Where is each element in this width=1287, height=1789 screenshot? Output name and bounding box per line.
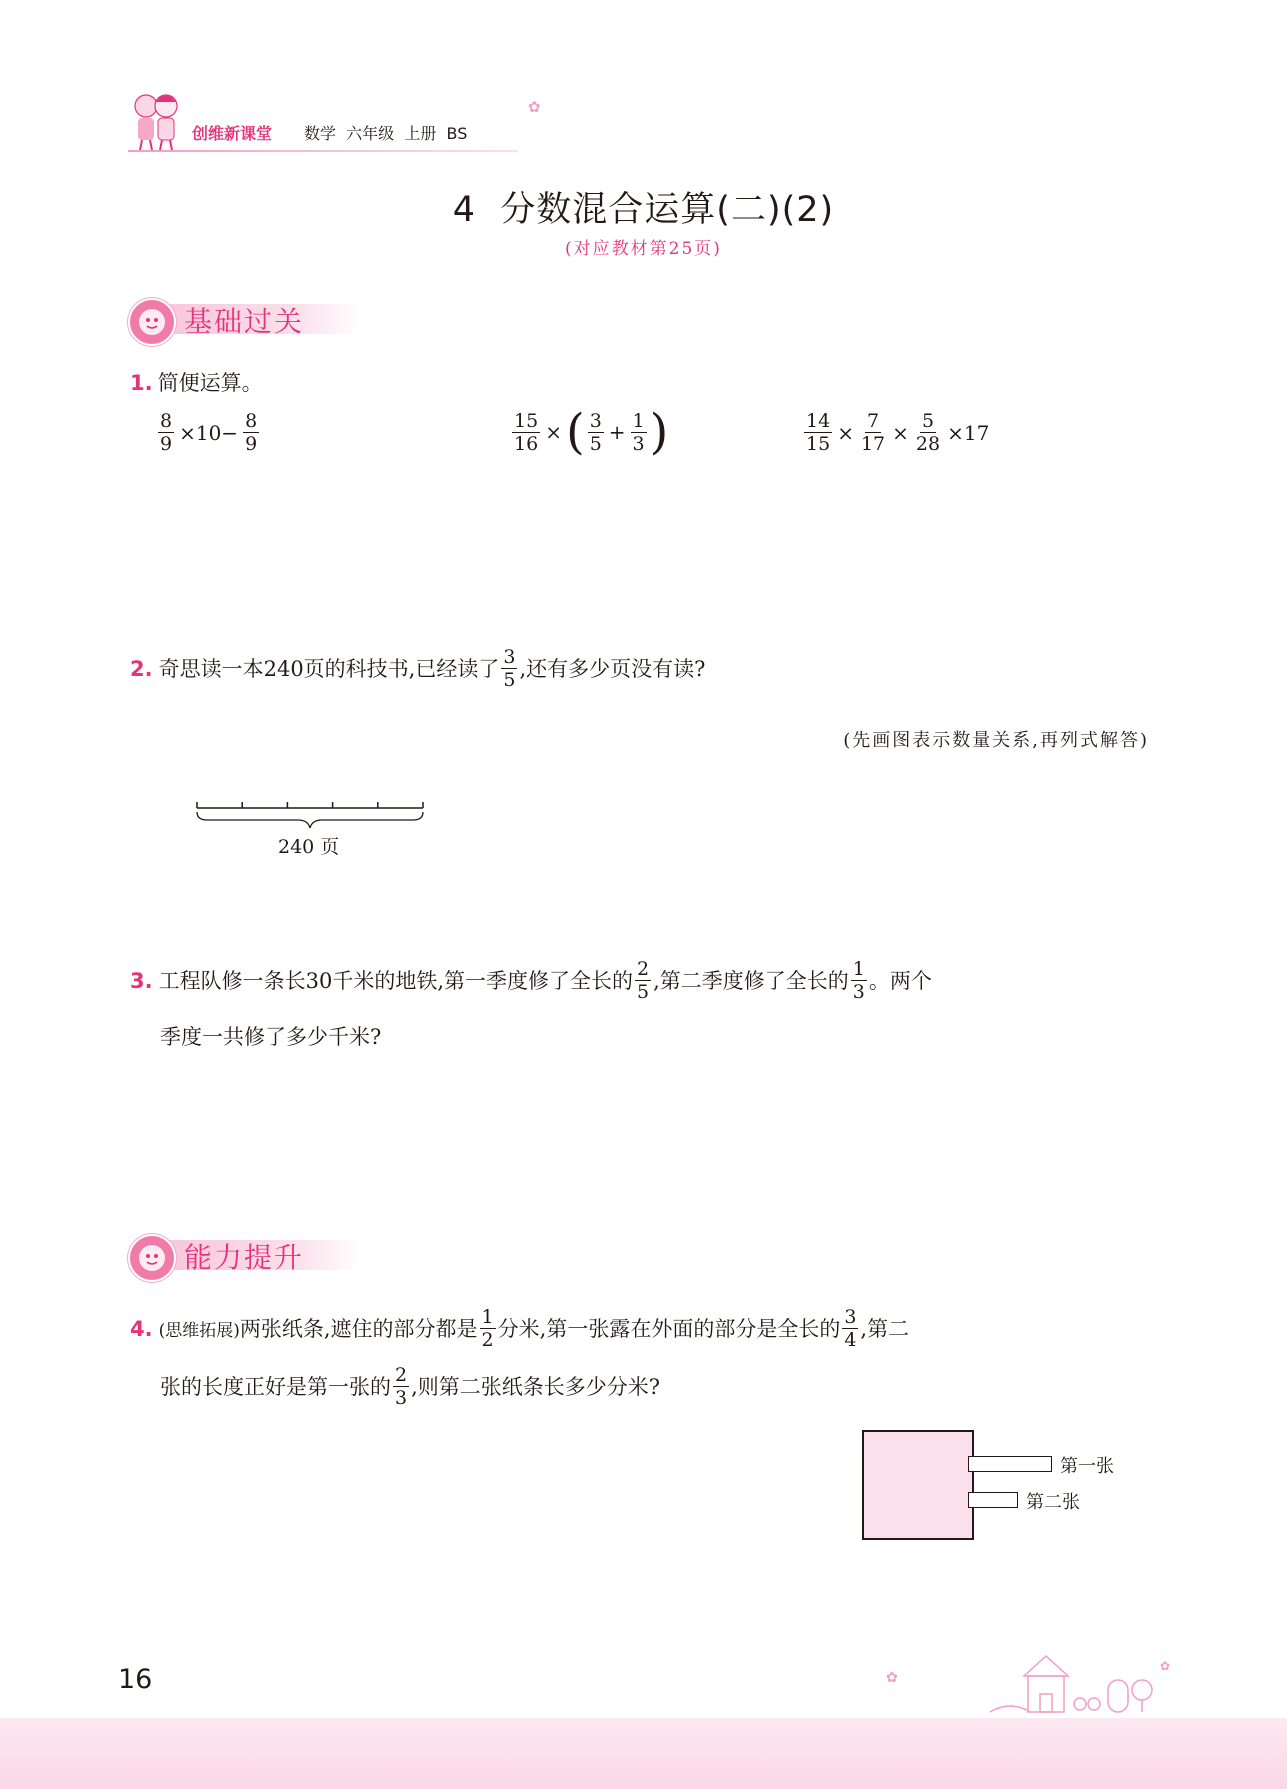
fraction: $\frac{2}{3}$ [395, 1364, 408, 1409]
fraction: $\frac{15}{16}$ [514, 409, 539, 455]
question-text: ,第二 [860, 1316, 910, 1341]
expression-1: $\frac{8}{9}$ ×10− $\frac{8}{9}$ [160, 410, 258, 455]
question-text: 。两个 [868, 968, 932, 993]
question-3-line2: 季度一共修了多少千米? [160, 1025, 382, 1049]
header-divider [128, 150, 518, 152]
fraction: $\frac{1}{3}$ [632, 409, 645, 455]
fraction: $\frac{3}{5}$ [589, 409, 602, 455]
question-4-line2 [160, 1364, 660, 1409]
flower-icon: ✿ [886, 1670, 898, 1686]
castle-illustration [980, 1650, 1180, 1724]
fraction: $\frac{7}{17}$ [860, 410, 886, 455]
question-text: 奇思读一本240页的科技书,已经读了 [158, 656, 500, 681]
section-mascot-icon [128, 1234, 176, 1282]
butterfly-icon: ✿ [528, 98, 541, 116]
fraction: $\frac{8}{9}$ [245, 410, 258, 455]
fraction: $\frac{3}{4}$ [844, 1306, 857, 1351]
section-title: 基础过关 [184, 305, 305, 338]
question-1 [130, 368, 263, 398]
strip-1-label: 第一张 [1060, 1456, 1114, 1477]
fraction: $\frac{1}{2}$ [481, 1306, 494, 1351]
footer-band [0, 1718, 1287, 1789]
expression-2: $\frac{15}{16}$ × ( $\frac{3}{5}$ + $\frac{1}{3}$ ) [514, 404, 669, 460]
fraction: $\frac{3}{5}$ [503, 646, 516, 691]
question-number: 2. [130, 656, 153, 681]
fraction: $\frac{1}{3}$ [852, 958, 865, 1003]
question-number: 3. [130, 968, 153, 993]
question-text: 两张纸条,遮住的部分都是 [239, 1316, 478, 1341]
expression-3: $\frac{14}{15}$ × $\frac{7}{17}$ × $\frac{5}{28}$ ×17 [806, 410, 990, 455]
question-text: ,第二季度修了全长的 [653, 968, 849, 993]
fraction: $\frac{2}{5}$ [637, 958, 650, 1003]
question-text: 分米,第一张露在外面的部分是全长的 [497, 1316, 841, 1341]
fraction: $\frac{8}{9}$ [160, 410, 173, 455]
lesson-title: 4 分数混合运算(二)(2) [452, 190, 835, 230]
question-tag: (思维拓展) [158, 1321, 240, 1341]
strip-2 [968, 1492, 1018, 1508]
page-number: 16 [118, 1664, 153, 1695]
header-book-info: 数学 六年级 上册 BS [304, 124, 468, 143]
strip-2-label: 第二张 [1026, 1492, 1080, 1513]
fraction: $\frac{5}{28}$ [915, 410, 941, 455]
question-text: ,还有多少页没有读? [519, 656, 706, 681]
question-3 [130, 958, 932, 1003]
question-text: ,则第二张纸条长多少分米? [411, 1374, 661, 1399]
cover-box [862, 1430, 974, 1540]
question-text: 简便运算。 [157, 371, 263, 395]
question-2 [130, 646, 705, 691]
section-mascot-icon [128, 298, 176, 346]
question-4 [130, 1306, 909, 1351]
diagram-label: 240 页 [278, 836, 340, 858]
instruction-note: (先画图表示数量关系,再列式解答) [843, 730, 1149, 751]
svg-text:✿: ✿ [1160, 1659, 1171, 1673]
header-brand: 创维新课堂 [192, 124, 273, 143]
question-text: 工程队修一条长30千米的地铁,第一季度修了全长的 [158, 968, 633, 993]
question-number: 1. [130, 371, 153, 395]
question-text: 张的长度正好是第一张的 [160, 1374, 391, 1399]
strip-1 [968, 1456, 1052, 1472]
section-banner-advanced [128, 1234, 358, 1274]
question-number: 4. [130, 1316, 153, 1341]
header-kids-illustration [128, 88, 184, 152]
fraction: $\frac{14}{15}$ [806, 410, 831, 455]
lesson-subtitle: (对应教材第25页) [565, 239, 722, 259]
section-title: 能力提升 [184, 1241, 305, 1274]
section-banner-basic [128, 298, 358, 338]
